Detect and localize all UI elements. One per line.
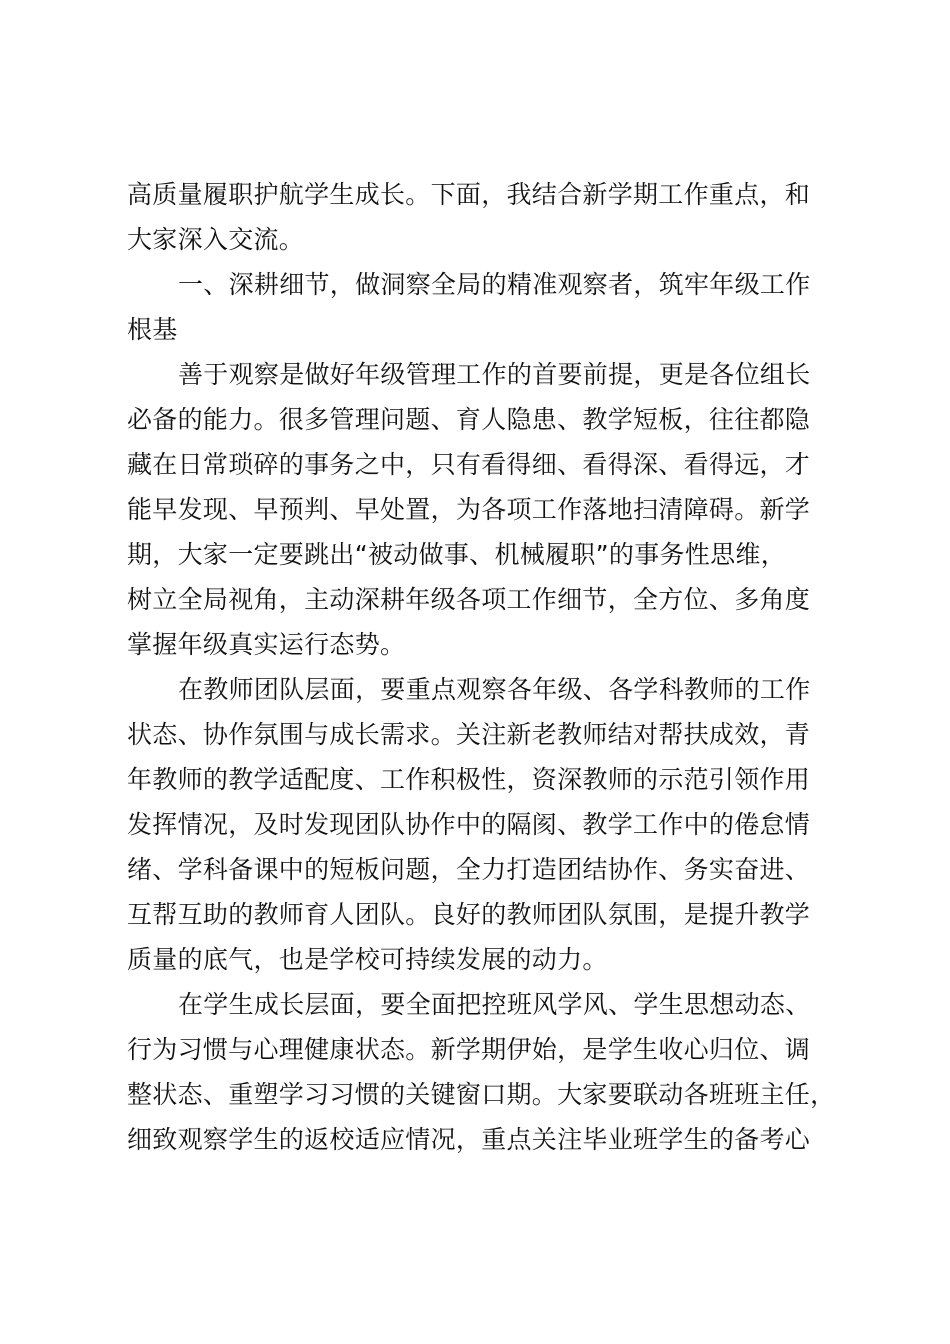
text-line: 藏在日常琐碎的事务之中，只有看得细、看得深、看得远，才 xyxy=(127,450,811,479)
section-heading-continued: 根基 xyxy=(127,315,178,344)
paragraph-start: 在学生成长层面，要全面把控班风学风、学生思想动态、 xyxy=(178,990,811,1019)
text-line: 大家深入交流。 xyxy=(127,225,305,254)
text-line: 年教师的教学适配度、工作积极性，资深教师的示范引领作用 xyxy=(127,765,811,794)
paragraph-start: 在教师团队层面，要重点观察各年级、各学科教师的工作 xyxy=(178,675,811,704)
text-line: 行为习惯与心理健康状态。新学期伊始，是学生收心归位、调 xyxy=(127,1035,811,1064)
text-line: 互帮互助的教师育人团队。良好的教师团队氛围，是提升教学 xyxy=(127,900,811,929)
text-line: 能早发现、早预判、早处置，为各项工作落地扫清障碍。新学 xyxy=(127,495,811,524)
text-line: 整状态、重塑学习习惯的关键窗口期。大家要联动各班班主任， xyxy=(127,1080,836,1109)
text-line: 必备的能力。很多管理问题、育人隐患、教学短板，往往都隐 xyxy=(127,405,811,434)
text-line: 期，大家一定要跳出“被动做事、机械履职”的事务性思维， xyxy=(127,540,787,569)
text-line: 质量的底气，也是学校可持续发展的动力。 xyxy=(127,945,608,974)
text-line: 高质量履职护航学生成长。下面，我结合新学期工作重点，和 xyxy=(127,180,811,209)
text-line: 绪、学科备课中的短板问题，全力打造团结协作、务实奋进、 xyxy=(127,855,811,884)
section-heading: 一、深耕细节，做洞察全局的精准观察者，筑牢年级工作 xyxy=(178,270,811,299)
text-line: 树立全局视角，主动深耕年级各项工作细节，全方位、多角度 xyxy=(127,585,811,614)
text-line: 状态、协作氛围与成长需求。关注新老教师结对帮扶成效，青 xyxy=(127,720,811,749)
text-line: 掌握年级真实运行态势。 xyxy=(127,630,406,659)
text-line: 发挥情况，及时发现团队协作中的隔阂、教学工作中的倦怠情 xyxy=(127,810,811,839)
text-line: 细致观察学生的返校适应情况，重点关注毕业班学生的备考心 xyxy=(127,1125,811,1154)
paragraph-start: 善于观察是做好年级管理工作的首要前提，更是各位组长 xyxy=(178,360,811,389)
